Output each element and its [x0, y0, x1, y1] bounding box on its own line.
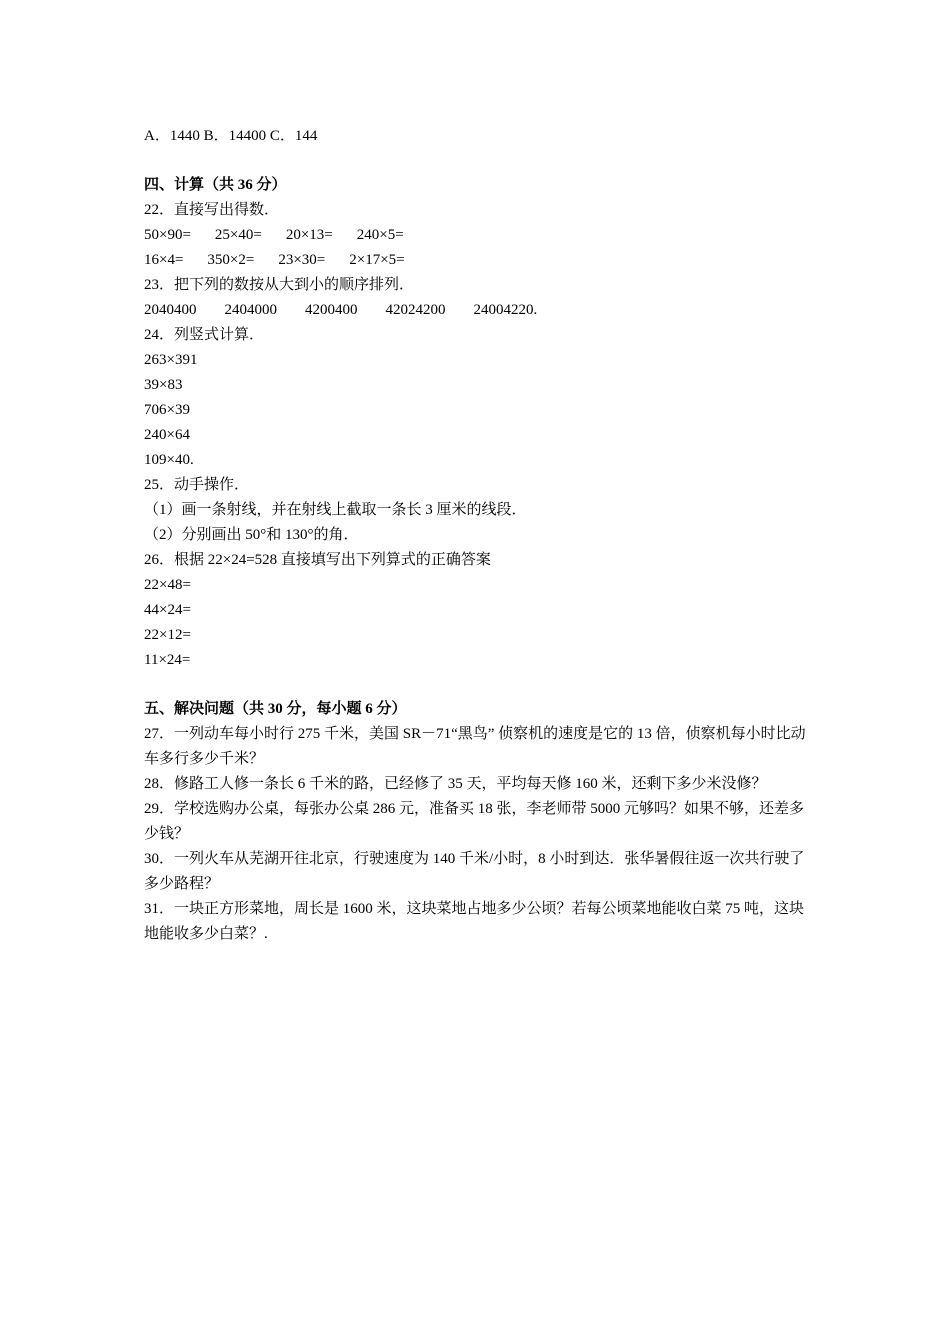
q30-text: 30．一列火车从芜湖开往北京，行驶速度为 140 千米/小时，8 小时到达．张华暑假往返一次共行驶了多少路程？ — [144, 851, 805, 892]
q28-text: 28．修路工人修一条长 6 千米的路，已经修了 35 天，平均每天修 160 米，还剩下多少米没修？ — [144, 776, 767, 792]
section5-heading: 五、解决问题（共 30 分，每小题 6 分） — [144, 701, 407, 717]
q23-number: 42024200 — [385, 302, 446, 318]
q25-item: （2）分别画出 50°和 130°的角． — [144, 527, 359, 543]
section4-heading: 四、计算（共 36 分） — [144, 177, 287, 193]
q22-r1-item: 20×13= — [285, 227, 333, 243]
q24-item: 240×64 — [144, 427, 190, 443]
q24-item: 39×83 — [144, 377, 183, 393]
q29-text: 29．学校选购办公桌，每张办公桌 286 元，准备买 18 张，李老师带 5000 元够吗？如果不够，还差多少钱？ — [144, 801, 805, 842]
q22-row2 — [144, 248, 814, 273]
q22-r2-item: 16×4= — [144, 252, 184, 268]
q26-item: 22×12= — [144, 627, 191, 643]
q22-r2-item: 23×30= — [278, 252, 326, 268]
q23-number: 2040400 — [144, 302, 197, 318]
q24-prompt: 24．列竖式计算． — [144, 327, 265, 343]
q22-prompt: 22．直接写出得数． — [144, 202, 280, 218]
q22-r1-item: 50×90= — [144, 227, 191, 243]
q26-item: 11×24= — [144, 652, 191, 668]
q21-options: A．1440 B．14400 C．144 — [144, 128, 318, 144]
q22-r1-item: 240×5= — [356, 227, 404, 243]
q22-row1 — [144, 223, 814, 248]
spacer — [144, 149, 814, 173]
q23-numbers — [144, 298, 814, 323]
q26-item: 22×48= — [144, 577, 191, 593]
q23-number: 24004220. — [473, 302, 538, 318]
q26-item: 44×24= — [144, 602, 191, 618]
q31-text: 31．一块正方形菜地，周长是 1600 米，这块菜地占地多少公顷？若每公顷菜地能收白菜 75 吨，这块地能收多少白菜？. — [144, 901, 805, 942]
q22-r1-item: 25×40= — [214, 227, 262, 243]
q24-item: 706×39 — [144, 402, 190, 418]
spacer — [144, 673, 814, 697]
q24-item: 109×40. — [144, 452, 194, 468]
q23-number: 4200400 — [305, 302, 358, 318]
q25-item: （1）画一条射线，并在射线上截取一条长 3 厘米的线段． — [144, 502, 527, 518]
document-content — [144, 124, 814, 947]
q25-prompt: 25．动手操作． — [144, 477, 250, 493]
q22-r2-item: 350×2= — [207, 252, 255, 268]
q22-r2-item: 2×17×5= — [349, 252, 405, 268]
q27-text: 27．一列动车每小时行 275 千米，美国 SR－71“黑鸟” 侦察机的速度是它的 13 倍，侦察机每小时比动车多行多少千米？ — [144, 726, 806, 767]
q26-prompt: 26．根据 22×24=528 直接填写出下列算式的正确答案 — [144, 552, 491, 568]
q23-prompt: 23．把下列的数按从大到小的顺序排列． — [144, 277, 415, 293]
q24-item: 263×391 — [144, 352, 198, 368]
q23-number: 2404000 — [224, 302, 277, 318]
